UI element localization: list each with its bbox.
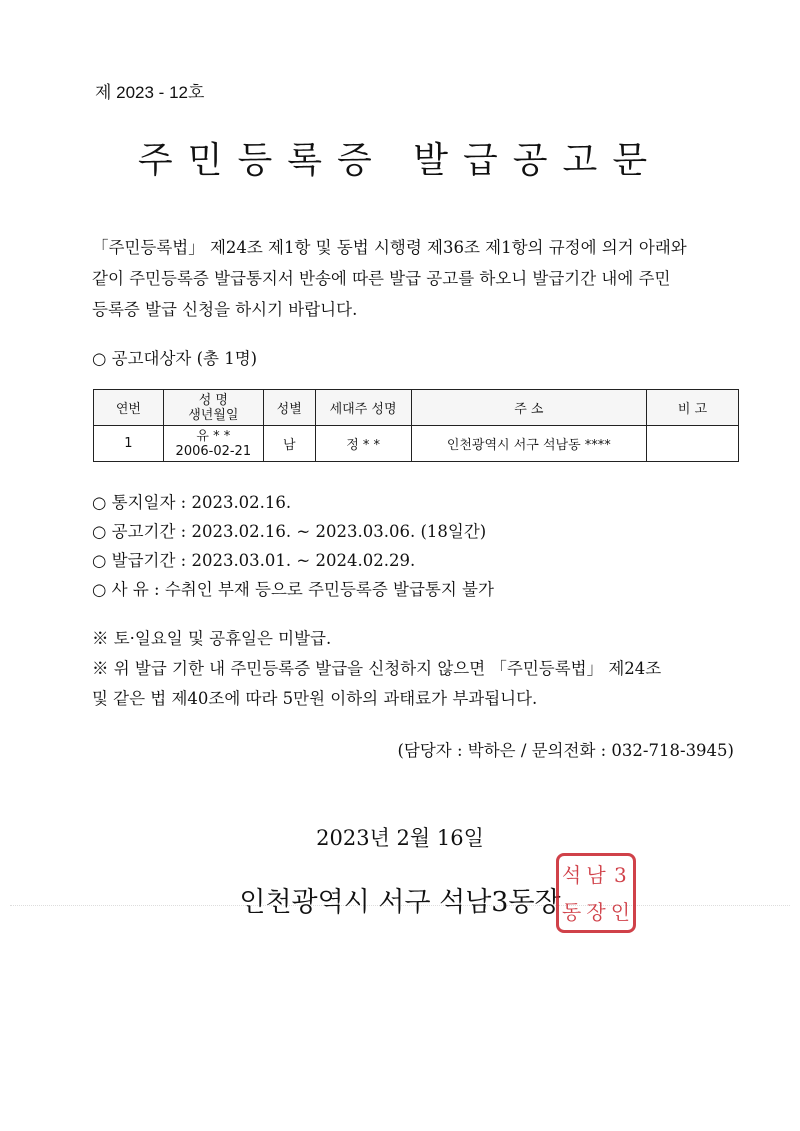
official-seal <box>556 853 636 933</box>
seal-glyph: 3 <box>614 862 627 887</box>
seal-glyph: 석 <box>561 862 582 887</box>
seal-glyph: 장 <box>586 899 606 924</box>
header-name-birth <box>163 390 263 426</box>
header-address: 주 소 <box>411 390 647 426</box>
note-line: ※ 위 발급 기한 내 주민등록증 발급을 신청하지 않으면 「주민등록법」 제24조 <box>92 659 662 678</box>
intro-line: 등록증 발급 신청을 하시기 바랍니다. <box>92 300 358 319</box>
table-row <box>94 426 739 462</box>
seal-glyph: 동 <box>561 899 582 924</box>
page-title: 주민등록증 발급공고문 <box>137 140 663 181</box>
intro-paragraph <box>92 232 742 325</box>
cell-no: 1 <box>94 426 164 462</box>
header-householder: 세대주 성명 <box>315 390 411 426</box>
target-table <box>93 389 739 462</box>
cell-gender: 남 <box>263 426 315 462</box>
header-birth: 생년월일 <box>188 407 239 423</box>
header-no: 연번 <box>94 390 164 426</box>
cell-name: 유 * * <box>196 428 231 444</box>
target-heading: ○ 공고대상자 (총 1명) <box>92 349 258 368</box>
document-number: 제 2023 - 12호 <box>95 83 205 102</box>
detail-issue-period: ○ 발급기간 : 2023.03.01. ~ 2024.02.29. <box>92 551 416 570</box>
detail-notice-period: ○ 공고기간 : 2023.02.16. ~ 2023.03.06. (18일간) <box>92 522 487 541</box>
contact-info: (담당자 : 박하은 / 문의전화 : 032-718-3945) <box>397 741 734 760</box>
notice-details <box>92 488 494 604</box>
issue-date: 2023년 2월 16일 <box>316 826 484 850</box>
header-gender: 성별 <box>263 390 315 426</box>
intro-line: 「주민등록법」 제24조 제1항 및 동법 시행령 제36조 제1항의 규정에 의거 아래와 <box>92 238 687 257</box>
note-line: ※ 토·일요일 및 공휴일은 미발급. <box>92 629 332 648</box>
cell-name-birth <box>163 426 263 462</box>
header-remarks: 비 고 <box>647 390 739 426</box>
table-header-row <box>94 390 739 426</box>
intro-line: 같이 주민등록증 발급통지서 반송에 따른 발급 공고를 하오니 발급기간 내에 주민 <box>92 269 671 288</box>
header-name: 성 명 <box>198 392 228 408</box>
cell-address: 인천광역시 서구 석남동 **** <box>411 426 647 462</box>
notes <box>92 624 742 714</box>
detail-reason: ○ 사 유 : 수취인 부재 등으로 주민등록증 발급통지 불가 <box>92 580 494 599</box>
cell-birth: 2006-02-21 <box>175 443 252 459</box>
seal-glyph: 인 <box>610 899 631 924</box>
issuer-name: 인천광역시 서구 석남3동장 <box>239 887 561 918</box>
cell-remarks <box>647 426 739 462</box>
note-line: 및 같은 법 제40조에 따라 5만원 이하의 과태료가 부과됩니다. <box>92 689 538 708</box>
cell-householder: 정 * * <box>315 426 411 462</box>
detail-notice-date: ○ 통지일자 : 2023.02.16. <box>92 493 292 512</box>
seal-glyph: 남 <box>586 862 606 887</box>
